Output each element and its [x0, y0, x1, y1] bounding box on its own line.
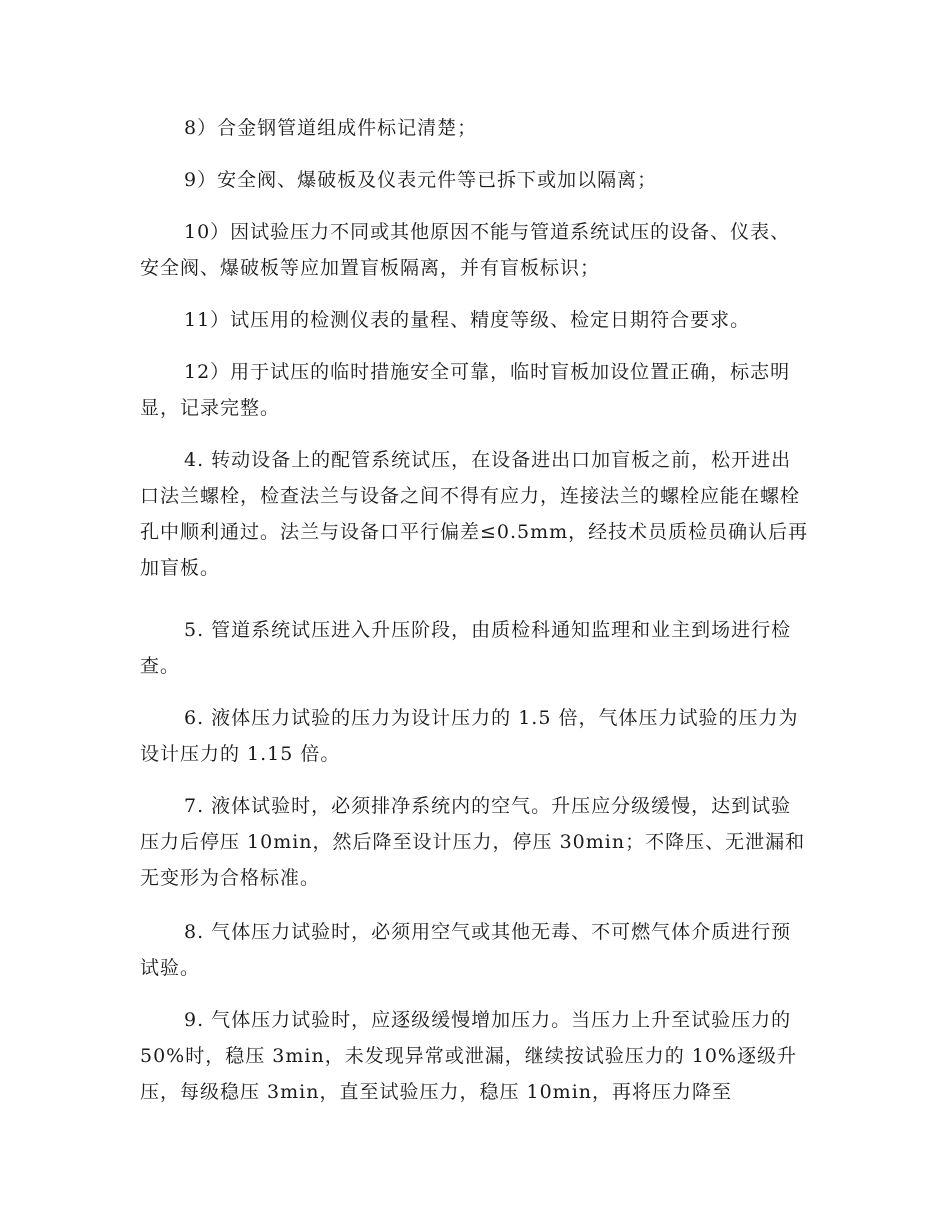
paragraph-item-8: 8）合金钢管道组成件标记清楚；	[184, 117, 478, 139]
paragraph-section-6: 6. 液体压力试验的压力为设计压力的 1.5 倍，气体压力试验的压力为设计压力的 1.15 倍。	[140, 707, 799, 765]
paragraph-item-10: 10）因试验压力不同或其他原因不能与管道系统试压的设备、仪表、安全阀、爆破板等应加置盲板隔离，并有盲板标识；	[140, 221, 791, 279]
paragraph-item-11: 11）试压用的检测仪表的量程、精度等级、检定日期符合要求。	[184, 309, 751, 331]
paragraph-section-5: 5. 管道系统试压进入升压阶段，由质检科通知监理和业主到场进行检查。	[140, 619, 792, 677]
paragraph-item-12: 12）用于试压的临时措施安全可靠，临时盲板加设位置正确，标志明显，记录完整。	[140, 361, 791, 419]
paragraph-section-4: 4. 转动设备上的配管系统试压，在设备进出口加盲板之前，松开进出口法兰螺栓，检查法兰与设备之间不得有应力，连接法兰的螺栓应能在螺栓孔中顺利通过。法兰与设备口平行偏差≤0.5mm，经技术员质检员确认后再加盲板。	[140, 449, 809, 579]
paragraph-section-9: 9. 气体压力试验时，应逐级缓慢增加压力。当压力上升至试验压力的 50%时，稳压 3min，未发现异常或泄漏，继续按试验压力的 10%逐级升压，每级稳压 3min，直至试验压力，稳压 10min，再将压力降至	[140, 1009, 797, 1103]
paragraph-section-7: 7. 液体试验时，必须排净系统内的空气。升压应分级缓慢，达到试验压力后停压 10min，然后降至设计压力，停压 30min；不降压、无泄漏和无变形为合格标准。	[140, 795, 806, 889]
paragraph-item-9: 9）安全阀、爆破板及仪表元件等已拆下或加以隔离；	[184, 169, 658, 191]
paragraph-section-8: 8. 气体压力试验时，必须用空气或其他无毒、不可燃气体介质进行预试验。	[140, 921, 792, 979]
